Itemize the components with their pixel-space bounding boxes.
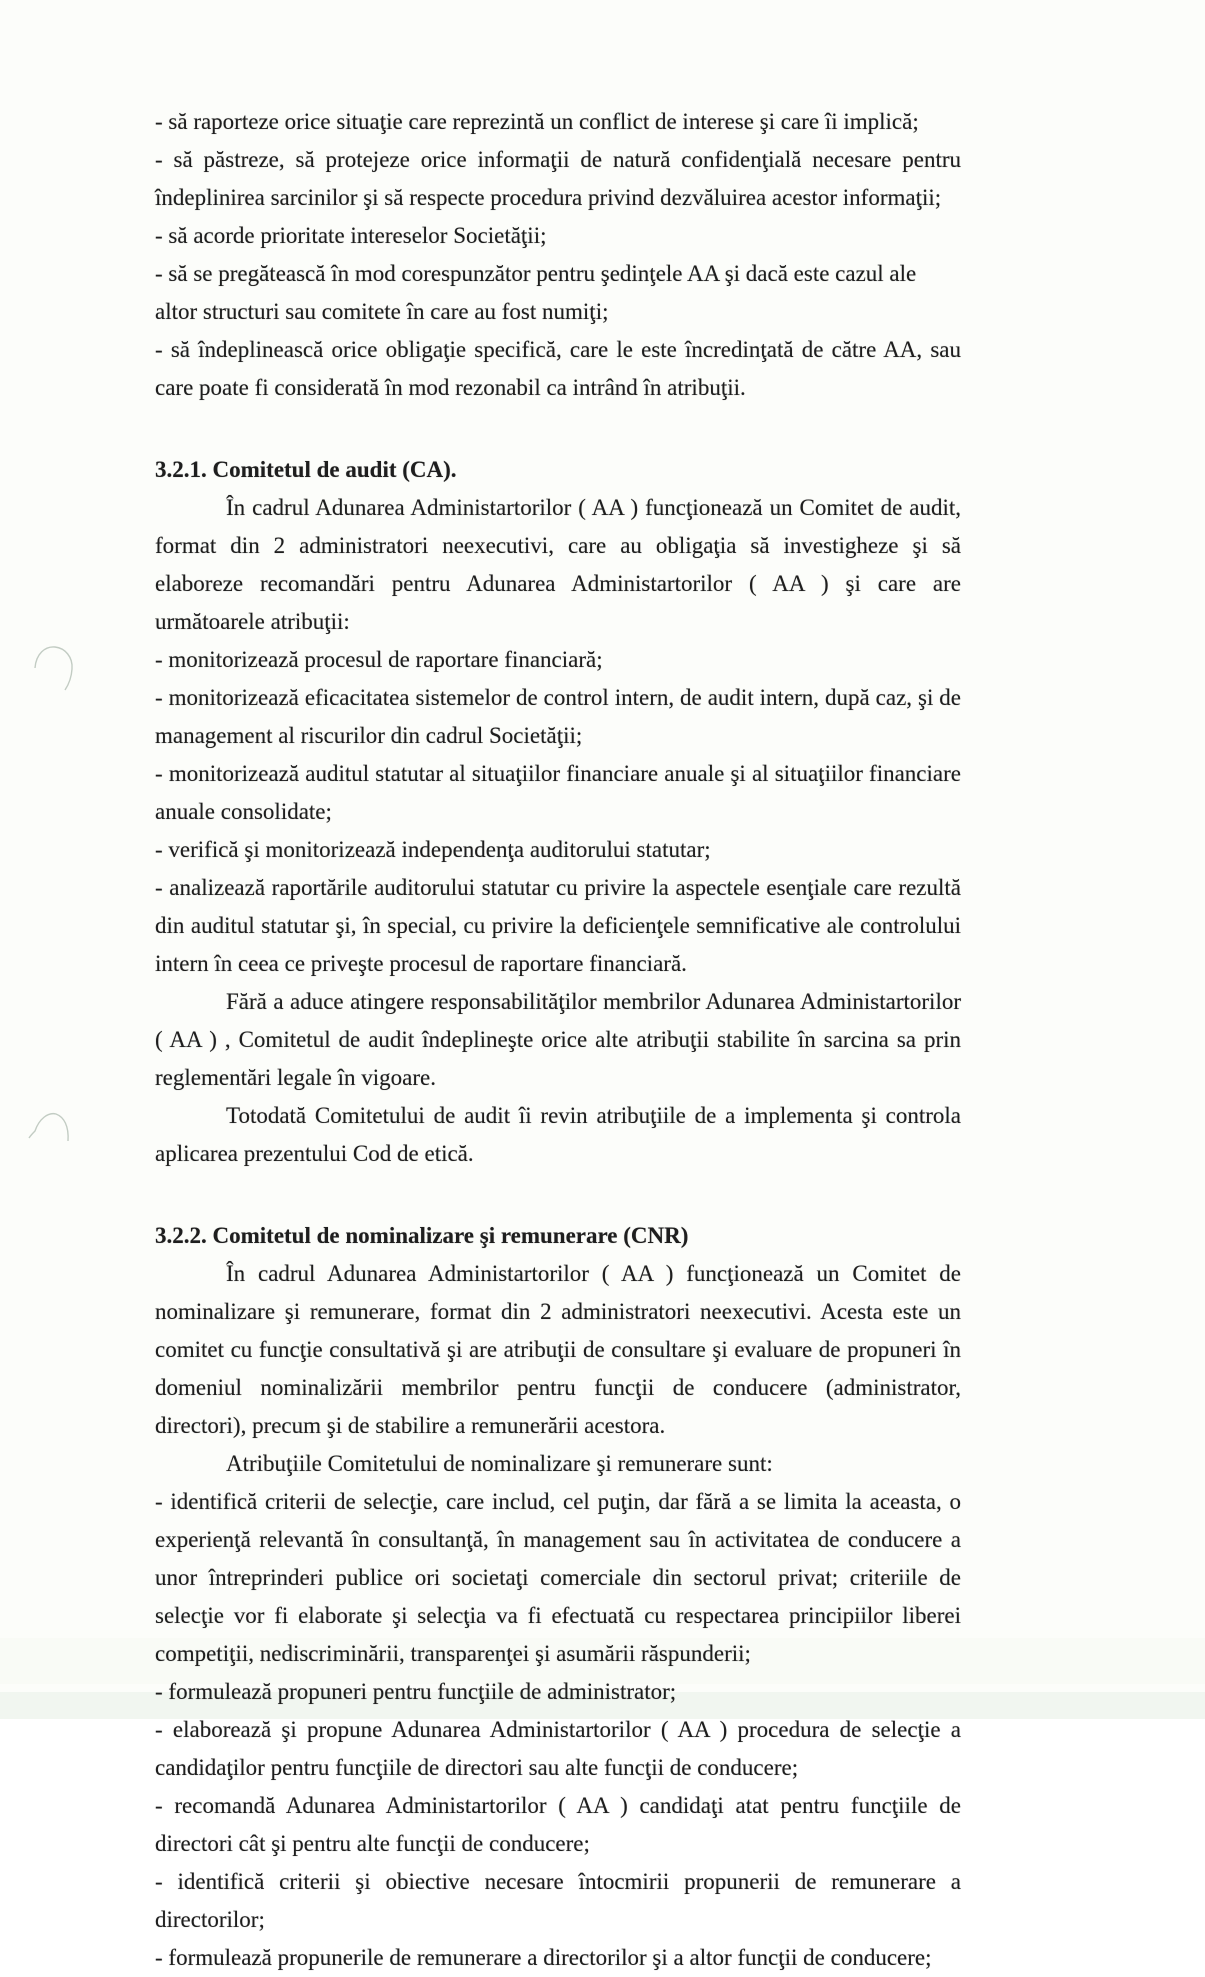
list-item: - formulează propuneri pentru funcţiile de administrator; [155,1679,677,1704]
list-item: - să acorde prioritate intereselor Societăţii; [155,223,547,248]
list-item: - să raporteze orice situaţie care reprezintă un conflict de interese şi care îi implică; [155,109,919,134]
section-heading: 3.2.2. Comitetul de nominalizare şi remunerare (CNR) [155,1223,689,1248]
section-heading: 3.2.1. Comitetul de audit (CA). [155,457,457,482]
list-item: - să se pregătească în mod corespunzător pentru şedinţele AA şi dacă este cazul ale altor structuri sau comitete în care au fost numiţi; [155,261,917,324]
list-item: - recomandă Adunarea Administartorilor ( AA ) candidaţi atat pentru funcţiile de directori cât şi pentru alte funcţii de conducere; [155,1793,961,1856]
list-item: - analizează raportările auditorului statutar cu privire la aspectele esenţiale care rezultă din auditul statutar şi, în special, cu privire la deficienţele semnificative ale controlului intern în ceea ce priveşte procesul de raportare financiară. [155,875,961,976]
scan-artifact-pencil-arc-bottom [24,1108,76,1152]
list-item: - să îndeplinească orice obligaţie specifică, care le este încredinţată de către AA, sau care poate fi considerată în mod rezonabil ca intrând în atribuţii. [155,337,961,400]
list-item: - monitorizează auditul statutar al situaţiilor financiare anuale şi al situaţiilor financiare anuale consolidate; [155,761,961,824]
scan-artifact-pencil-arc-top [28,640,84,696]
paragraph: În cadrul Adunarea Administartorilor ( AA ) funcţionează un Comitet de nominalizare şi remunerare, format din 2 administratori neexecutivi. Acesta este un comitet cu funcţie consultativă şi are atribuţii de consultare şi evaluare de propuneri în domeniul nominalizării membrilor pentru funcţii de conducere (administrator, directori), precum şi de stabilire a remunerării acestora. [155,1261,961,1438]
list-item: - formulează propunerile de remunerare a directorilor şi a altor funcţii de conducere; [155,1945,932,1970]
list-item: - monitorizează procesul de raportare financiară; [155,647,603,672]
paragraph: Atribuţiile Comitetului de nominalizare şi remunerare sunt: [226,1451,773,1476]
paragraph: În cadrul Adunarea Administartorilor ( AA ) funcţionează un Comitet de audit, format din 2 administratori neexecutivi, care au obligaţia să investigheze şi să elaboreze recomandări pentru Adunarea Administartorilor ( AA ) şi care are următoarele atribuţii: [155,495,961,634]
list-item: - monitorizează eficacitatea sistemelor de control intern, de audit intern, după caz, şi de management al riscurilor din cadrul Societăţii; [155,685,961,748]
list-item: - să păstreze, să protejeze orice informaţii de natură confidenţială necesare pentru îndeplinirea sarcinilor şi să respecte procedura privind dezvăluirea acestor informaţii; [155,147,961,210]
list-item: - verifică şi monitorizează independenţa auditorului statutar; [155,837,711,862]
list-item: - identifică criterii şi obiective necesare întocmirii propunerii de remunerare a directorilor; [155,1869,961,1932]
paragraph: Fără a aduce atingere responsabilităţilor membrilor Adunarea Administartorilor ( AA ) , Comitetul de audit îndeplineşte orice alte atribuţii stabilite în sarcina sa prin reglementări legale în vigoare. [155,989,961,1090]
paragraph: Totodată Comitetului de audit îi revin atribuţiile de a implementa şi controla aplicarea prezentului Cod de etică. [155,1103,961,1166]
document-text-block [155,103,961,1977]
list-item: - identifică criterii de selecţie, care includ, cel puţin, dar fără a se limita la aceasta, o experienţă relevantă în consultanţă, în management sau în activitatea de conducere a unor întreprinderi publice ori societaţi comerciale din sectorul privat; criteriile de selecţie vor fi elaborate şi selecţia va fi efectuată cu respectarea principiilor liberei competiţii, nediscriminării, transparenţei şi asumării răspunderii; [155,1489,961,1666]
list-item: - elaborează şi propune Adunarea Administartorilor ( AA ) procedura de selecţie a candidaţilor pentru funcţiile de directori sau alte funcţii de conducere; [155,1717,961,1780]
